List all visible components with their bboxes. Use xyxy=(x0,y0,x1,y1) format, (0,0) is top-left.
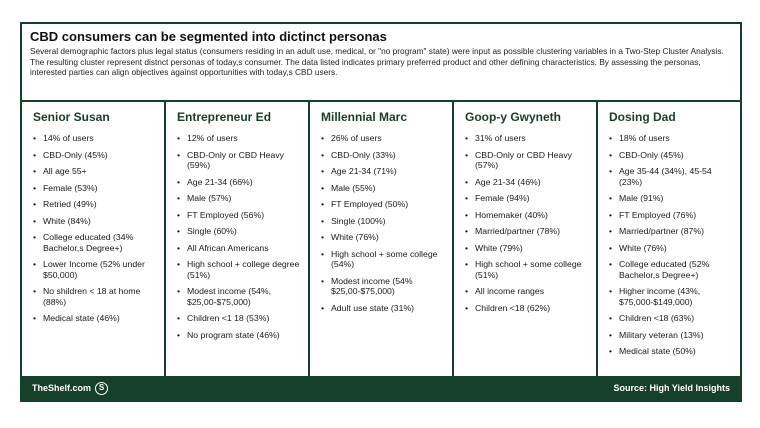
persona-title: Entrepreneur Ed xyxy=(177,110,272,124)
persona-trait: • Homemaker (40%) xyxy=(465,210,591,221)
persona-trait: • FT Employed (50%) xyxy=(321,199,447,210)
persona-trait: • Higher income (43%, $75,000-$149,000) xyxy=(609,286,735,307)
persona-trait: • Male (55%) xyxy=(321,183,447,194)
persona-trait: • All income ranges xyxy=(465,286,591,297)
persona-traits xyxy=(609,133,735,357)
persona-trait: • High school + college degree (51%) xyxy=(177,259,303,280)
source-note: Source: High Yield Insights xyxy=(613,383,730,393)
persona-trait: • High school + some college (54%) xyxy=(321,249,447,270)
persona-column xyxy=(22,102,166,376)
persona-trait: • Children <18 (63%) xyxy=(609,313,735,324)
logo-icon: S xyxy=(95,382,108,395)
persona-traits xyxy=(321,133,447,313)
persona-trait: • Age 21-34 (46%) xyxy=(465,177,591,188)
brand-name: TheShelf.com xyxy=(32,383,92,393)
persona-trait: • Age 21-34 (66%) xyxy=(177,177,303,188)
persona-trait: • 31% of users xyxy=(465,133,591,144)
persona-trait: • White (79%) xyxy=(465,243,591,254)
persona-trait: • Medical state (50%) xyxy=(609,346,735,357)
persona-trait: • CBD-Only (45%) xyxy=(609,150,735,161)
persona-trait: • Male (57%) xyxy=(177,193,303,204)
persona-trait: • CBD-Only (45%) xyxy=(33,150,159,161)
persona-trait: • Medical state (46%) xyxy=(33,313,159,324)
persona-trait: • Married/partner (87%) xyxy=(609,226,735,237)
persona-column xyxy=(598,102,740,376)
persona-traits xyxy=(33,133,159,324)
persona-trait: • High school + some college (51%) xyxy=(465,259,591,280)
persona-trait: • Single (100%) xyxy=(321,216,447,227)
persona-trait: • Modest income (54%, $25,00-$75,000) xyxy=(177,286,303,307)
persona-traits xyxy=(465,133,591,313)
persona-columns xyxy=(22,102,740,376)
persona-column xyxy=(166,102,310,376)
persona-column xyxy=(454,102,598,376)
persona-trait: • Age 21-34 (71%) xyxy=(321,166,447,177)
persona-trait: • 26% of users xyxy=(321,133,447,144)
persona-trait: • Female (53%) xyxy=(33,183,159,194)
persona-trait: • All African Americans xyxy=(177,243,303,254)
page-title: CBD consumers can be segmented into dictinct personas xyxy=(30,29,387,44)
persona-trait: • 14% of users xyxy=(33,133,159,144)
persona-trait: • Adult use state (31%) xyxy=(321,303,447,314)
brand xyxy=(32,382,108,395)
persona-trait: • College educated (52% Bachelor,s Degree+) xyxy=(609,259,735,280)
persona-trait: • Lower Income (52% under $50,000) xyxy=(33,259,159,280)
persona-trait: • White (84%) xyxy=(33,216,159,227)
persona-title: Senior Susan xyxy=(33,110,110,124)
persona-trait: • FT Employed (76%) xyxy=(609,210,735,221)
persona-trait: • CBD-Only or CBD Heavy (59%) xyxy=(177,150,303,171)
persona-trait: • Single (60%) xyxy=(177,226,303,237)
persona-trait: • No program state (46%) xyxy=(177,330,303,341)
persona-trait: • 18% of users xyxy=(609,133,735,144)
persona-trait: • Retried (49%) xyxy=(33,199,159,210)
persona-trait: • Children <1 18 (53%) xyxy=(177,313,303,324)
persona-trait: • CBD-Only or CBD Heavy (57%) xyxy=(465,150,591,171)
persona-title: Dosing Dad xyxy=(609,110,676,124)
persona-trait: • 12% of users xyxy=(177,133,303,144)
persona-trait: • Military veteran (13%) xyxy=(609,330,735,341)
persona-trait: • CBD-Only (33%) xyxy=(321,150,447,161)
persona-trait: • Modest income (54% $25,00-$75,000) xyxy=(321,276,447,297)
footer xyxy=(22,376,740,400)
persona-title: Millennial Marc xyxy=(321,110,408,124)
persona-column xyxy=(310,102,454,376)
persona-trait: • Male (91%) xyxy=(609,193,735,204)
persona-trait: • No shildren < 18 at home (88%) xyxy=(33,286,159,307)
persona-trait: • White (76%) xyxy=(609,243,735,254)
header xyxy=(22,24,740,102)
persona-trait: • Female (94%) xyxy=(465,193,591,204)
persona-trait: • White (76%) xyxy=(321,232,447,243)
persona-title: Goop-y Gwyneth xyxy=(465,110,561,124)
persona-traits xyxy=(177,133,303,340)
persona-trait: • Married/partner (78%) xyxy=(465,226,591,237)
persona-trait: • Age 35-44 (34%), 45-54 (23%) xyxy=(609,166,735,187)
persona-trait: • Children <18 (62%) xyxy=(465,303,591,314)
persona-trait: • College educated (34% Bachelor,s Degree+) xyxy=(33,232,159,253)
page-description: Several demographic factors plus legal status (consumers residing in an adult use, medical, or "no program" state) were input as possible clustering variables in a Two-Step Cluster Analysis. The resulting cluster represent distnct personas of today,s consumer. The data listed indicates primary preferred product and other defining characteristics. By assessing the personas, interested parties can align objectives against opportunities with today,s CBD users. xyxy=(30,46,724,77)
persona-trait: • All age 55+ xyxy=(33,166,159,177)
persona-trait: • FT Employed (56%) xyxy=(177,210,303,221)
persona-card xyxy=(20,22,742,402)
